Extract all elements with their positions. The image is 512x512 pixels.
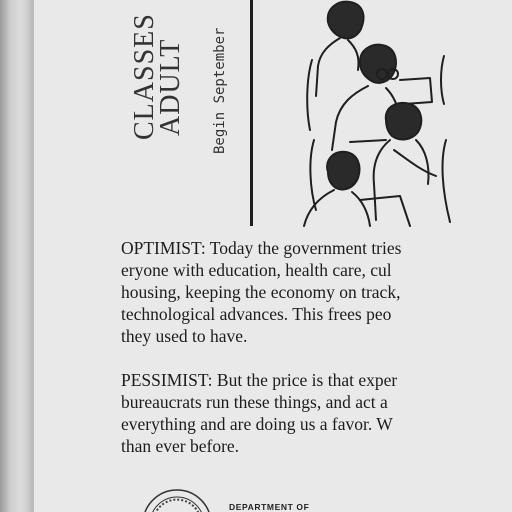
pessimist-paragraph [121, 369, 397, 457]
rotated-title [129, 13, 186, 140]
classroom-adults-illustration [290, 0, 460, 228]
government-seal-icon [141, 488, 213, 512]
title-line-1: CLASSES [129, 13, 160, 140]
vertical-divider [250, 0, 253, 226]
optimist-paragraph [121, 237, 401, 347]
pessimist-line: bureaucrats run these things, and act a [121, 392, 388, 412]
optimist-line: they used to have. [121, 326, 248, 346]
page-edge [30, 0, 34, 512]
rotated-subtitle: Begin September [212, 27, 228, 154]
pessimist-line: everything and are doing us a favor. W [121, 414, 393, 434]
optimist-line: technological advances. This frees peo [121, 304, 392, 324]
title-line-2: ADULT [155, 38, 186, 136]
pessimist-line: than ever before. [121, 436, 240, 456]
book-spine-shadow [0, 0, 30, 512]
optimist-line: OPTIMIST: Today the government tries [121, 238, 402, 258]
optimist-line: eryone with education, health care, cul [121, 260, 392, 280]
optimist-line: housing, keeping the economy on track, [121, 282, 401, 302]
department-heading: DEPARTMENT OF [229, 502, 310, 512]
pessimist-line: PESSIMIST: But the price is that exper [121, 370, 398, 390]
